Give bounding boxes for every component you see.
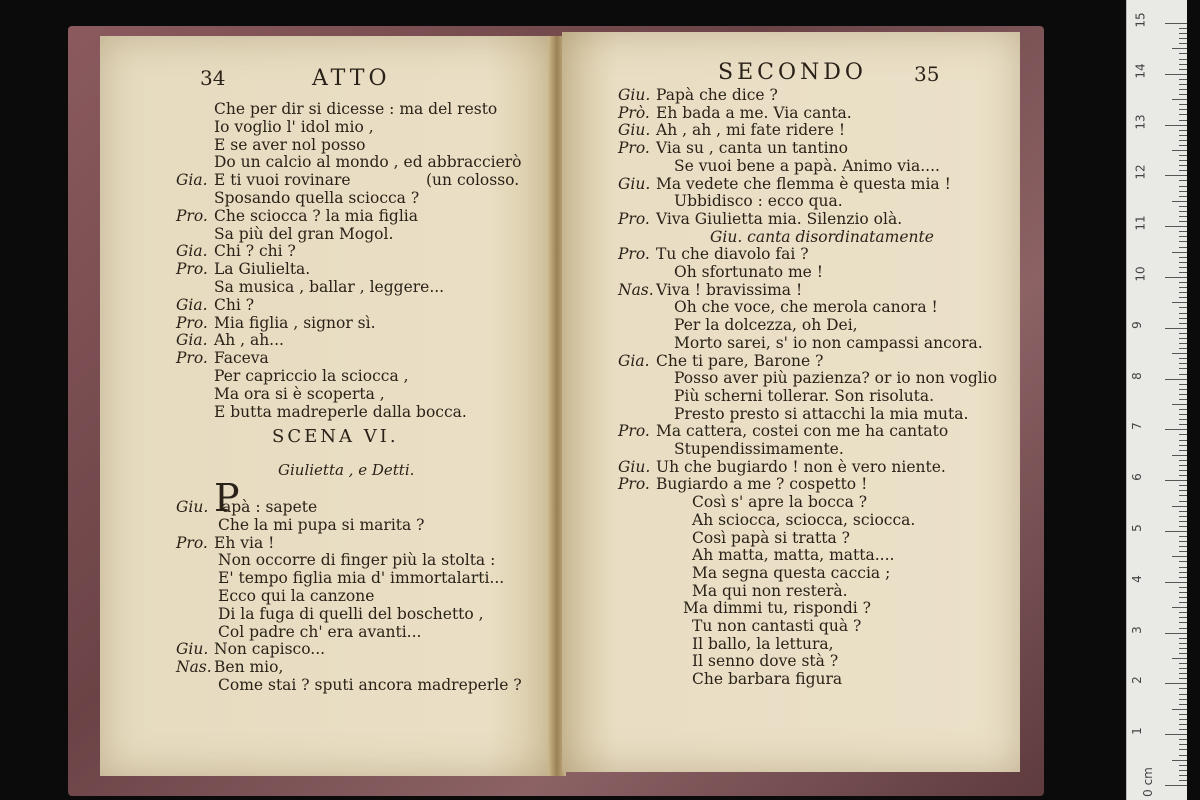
ruler-tick [1179, 196, 1187, 197]
ruler-tick [1165, 226, 1187, 227]
ruler-tick [1172, 150, 1187, 151]
ruler-tick [1179, 247, 1187, 248]
ruler-tick [1179, 160, 1187, 161]
ruler-tick [1179, 206, 1187, 207]
ruler-tick [1179, 501, 1187, 502]
verse-line: Presto presto si attacchi la mia muta. [674, 404, 969, 423]
verse-line: E butta madreperle dalla bocca. [214, 402, 467, 421]
ruler-tick [1172, 455, 1187, 456]
ruler-tick [1179, 638, 1187, 639]
verse-line: Il ballo, la lettura, [692, 634, 834, 653]
speaker-label: Giu. [618, 121, 651, 140]
verse-line: Stupendissimamente. [674, 440, 844, 458]
ruler-tick [1179, 53, 1187, 54]
ruler-tick [1179, 282, 1187, 283]
verse-line: Mia figlia , signor sì. [214, 313, 376, 332]
ruler-tick [1179, 739, 1187, 740]
verse-line: Per capriccio la sciocca , [214, 367, 409, 385]
verse-line: E' tempo figlia mia d' immortalarti... [218, 569, 505, 588]
ruler-tick [1172, 99, 1187, 100]
speaker-label: Gia. [176, 295, 208, 314]
ruler-tick [1179, 612, 1187, 613]
ruler-tick [1179, 495, 1187, 496]
verse-line: Giu. canta disordinatamente [710, 227, 934, 246]
scene-persons: Giulietta , e Detti. [278, 461, 415, 479]
verse-line: Viva ! bravissima ! [656, 280, 803, 299]
ruler-tick [1179, 729, 1187, 730]
ruler-tick [1179, 135, 1187, 136]
ruler-tick [1179, 38, 1187, 39]
ruler-tick [1172, 302, 1187, 303]
verse-line: La Giulielta. [214, 260, 311, 279]
verse-line: Se vuoi bene a papà. Animo via.... [674, 156, 940, 175]
ruler-tick [1172, 658, 1187, 659]
ruler-label: 5 [1129, 524, 1144, 532]
verse-line: Ecco qui la canzone [218, 587, 375, 605]
ruler-tick [1179, 262, 1187, 263]
ruler-tick [1179, 28, 1187, 29]
verse-line: Viva Giulietta mia. Silenzio olà. [656, 209, 903, 228]
ruler-tick [1179, 424, 1187, 425]
ruler-tick [1179, 120, 1187, 121]
ruler-tick [1179, 755, 1187, 756]
speaker-label: Pro. [618, 245, 650, 264]
ruler-tick [1179, 307, 1187, 308]
verse-line: Ma ora si è scoperta , [214, 384, 385, 403]
speaker-label: Pro. [618, 139, 650, 158]
ruler-tick [1179, 323, 1187, 324]
ruler-tick [1179, 384, 1187, 385]
verse-line: Posso aver più pazienza? or io non voglio [674, 369, 998, 388]
verse-line: Io voglio l' idol mio , [214, 117, 374, 136]
verse-line: Bugiardo a me ? cospetto ! [656, 475, 868, 494]
ruler-tick [1165, 429, 1187, 430]
ruler-tick [1179, 89, 1187, 90]
ruler-tick [1179, 622, 1187, 623]
verse-line: Ah sciocca, sciocca, sciocca. [692, 510, 916, 529]
ruler-tick [1179, 241, 1187, 242]
ruler-label: 15 [1133, 12, 1148, 28]
ruler-tick [1179, 343, 1187, 344]
ruler-tick [1179, 318, 1187, 319]
ruler-tick [1179, 714, 1187, 715]
speaker-label: Nas. [176, 658, 212, 677]
ruler-tick [1179, 155, 1187, 156]
ruler-tick [1179, 744, 1187, 745]
left-page [100, 36, 555, 776]
verse-line: Do un calcio al mondo , ed abbraccierò [214, 153, 522, 172]
verse-line: Ma dimmi tu, rispondi ? [683, 599, 871, 618]
verse-line: Ma qui non resterà. [692, 581, 848, 600]
ruler-tick [1179, 186, 1187, 187]
ruler-tick [1179, 94, 1187, 95]
ruler-tick [1179, 678, 1187, 679]
verse-line: Eh via ! [214, 533, 275, 552]
ruler-tick [1179, 348, 1187, 349]
verse-line: Che barbara figura [692, 670, 843, 689]
speaker-label: Pro. [618, 422, 650, 441]
ruler-tick [1179, 694, 1187, 695]
ruler-tick [1165, 277, 1187, 278]
speaker-label: Nas. [618, 280, 654, 299]
ruler-tick [1179, 551, 1187, 552]
verse-line: Ben mio, [214, 658, 284, 677]
ruler-tick [1179, 221, 1187, 222]
verse-line: Chi ? chi ? [214, 242, 296, 261]
ruler-tick [1179, 297, 1187, 298]
verse-line: Che ti pare, Barone ? [656, 351, 824, 370]
ruler-tick [1179, 109, 1187, 110]
ruler-tick [1165, 633, 1187, 634]
ruler-tick [1179, 445, 1187, 446]
ruler-tick [1179, 399, 1187, 400]
ruler-tick [1179, 485, 1187, 486]
ruler-tick [1179, 338, 1187, 339]
ruler-label: 6 [1129, 473, 1144, 482]
ruler-tick [1179, 724, 1187, 725]
ruler-label: 3 [1129, 625, 1144, 634]
speaker-label: Pro. [176, 533, 208, 552]
running-head: ATTO [312, 66, 391, 91]
scene-title: SCENA VI. [272, 426, 399, 447]
ruler-tick [1179, 43, 1187, 44]
ruler-tick [1179, 59, 1187, 60]
ruler-tick [1179, 541, 1187, 542]
ruler-tick [1165, 23, 1187, 24]
ruler-tick [1179, 704, 1187, 705]
speaker-label: Gia. [176, 171, 208, 190]
ruler-tick [1179, 414, 1187, 415]
ruler-tick [1172, 607, 1187, 608]
ruler-tick [1179, 292, 1187, 293]
ruler-tick [1179, 490, 1187, 491]
verse-line: Per la dolcezza, oh Dei, [674, 316, 858, 335]
ruler-tick [1179, 267, 1187, 268]
speaker-label: Giu. [618, 457, 651, 476]
ruler-tick [1172, 201, 1187, 202]
verse-line: Come stai ? sputi ancora madreperle ? [218, 676, 522, 694]
speaker-label: Pro. [176, 260, 208, 279]
verse-line: Che per dir si dicesse : ma del resto [214, 100, 498, 118]
ruler-label: 1 [1129, 727, 1144, 736]
ruler-tick [1179, 475, 1187, 476]
ruler-tick [1179, 780, 1187, 781]
page-number: 35 [914, 62, 940, 86]
verse-line: Chi ? [214, 295, 255, 314]
ruler-tick [1179, 719, 1187, 720]
verse-line: Sa musica , ballar , leggere... [214, 278, 445, 296]
ruler-tick [1165, 734, 1187, 735]
verse-line: Ma vedete che flemma è questa mia ! [656, 174, 951, 193]
ruler-tick [1172, 404, 1187, 405]
ruler-tick [1179, 79, 1187, 80]
ruler-tick [1179, 363, 1187, 364]
ruler-tick [1165, 74, 1187, 75]
speaker-label: Pro. [176, 206, 208, 225]
verse-line: Ubbidisco : ecco qua. [674, 192, 843, 211]
ruler-label: 2 [1129, 676, 1144, 685]
ruler-tick [1179, 699, 1187, 700]
ruler-tick [1172, 252, 1187, 253]
ruler-tick [1179, 470, 1187, 471]
measurement-ruler [1126, 0, 1187, 800]
ruler-tick [1179, 140, 1187, 141]
ruler-label: 4 [1129, 574, 1144, 583]
ruler-tick [1179, 165, 1187, 166]
ruler-label: 9 [1129, 320, 1144, 329]
ruler-tick [1179, 64, 1187, 65]
ruler-tick [1179, 145, 1187, 146]
ruler-tick [1179, 389, 1187, 390]
verse-line: Ma cattera, costei con me ha cantato [656, 422, 949, 441]
speaker-label: Giu. [618, 86, 651, 104]
ruler-tick [1179, 191, 1187, 192]
ruler-tick [1179, 211, 1187, 212]
verse-line: Ah matta, matta, matta.... [692, 546, 895, 565]
ruler-tick [1179, 368, 1187, 369]
running-head: SECONDO [718, 60, 867, 85]
ruler-tick [1179, 673, 1187, 674]
ruler-tick [1179, 688, 1187, 689]
ruler-tick [1172, 760, 1187, 761]
ruler-tick [1179, 114, 1187, 115]
verse-line: Ah , ah... [214, 331, 284, 350]
ruler-tick [1179, 419, 1187, 420]
verse-line: Ah , ah , mi fate ridere ! [656, 121, 846, 140]
verse-line: Ma segna questa caccia ; [692, 563, 891, 582]
ruler-label: 8 [1129, 371, 1144, 380]
verse-line: Oh che voce, che merola canora ! [674, 298, 938, 317]
speaker-label: Prò. [618, 103, 650, 122]
ruler-tick [1179, 69, 1187, 70]
verse-line: Non occorre di finger più la stolta : [218, 551, 496, 570]
ruler-tick [1179, 236, 1187, 237]
ruler-tick [1172, 709, 1187, 710]
ruler-tick [1179, 546, 1187, 547]
ruler-tick [1179, 287, 1187, 288]
ruler-tick [1165, 175, 1187, 176]
verse-line: Papà che dice ? [656, 86, 778, 104]
speaker-label: Gia. [176, 242, 208, 261]
verse-line: Oh sfortunato me ! [674, 263, 823, 281]
ruler-tick [1165, 480, 1187, 481]
ruler-tick [1179, 597, 1187, 598]
verse-line: Via su , canta un tantino [656, 139, 848, 158]
ruler-tick [1179, 440, 1187, 441]
ruler-label: 7 [1129, 422, 1144, 431]
ruler-tick [1179, 313, 1187, 314]
ruler-tick [1179, 516, 1187, 517]
right-page [562, 32, 1020, 772]
ruler-tick [1179, 272, 1187, 273]
ruler-tick [1179, 521, 1187, 522]
ruler-tick [1179, 617, 1187, 618]
ruler-label: 0 cm [1140, 767, 1155, 797]
ruler-tick [1179, 170, 1187, 171]
ruler-tick [1179, 465, 1187, 466]
ruler-tick [1179, 561, 1187, 562]
ruler-tick [1179, 663, 1187, 664]
verse-line-tail: (un colosso. [426, 171, 520, 190]
ruler-tick [1172, 48, 1187, 49]
ruler-tick [1179, 511, 1187, 512]
ruler-tick [1165, 683, 1187, 684]
ruler-tick [1179, 231, 1187, 232]
ruler-tick [1179, 643, 1187, 644]
verse-line: apà : sapete [222, 498, 318, 516]
ruler-tick [1179, 333, 1187, 334]
ruler-tick [1179, 409, 1187, 410]
ruler-tick [1172, 506, 1187, 507]
ruler-tick [1179, 358, 1187, 359]
verse-line: Tu non cantasti quà ? [692, 617, 862, 635]
ruler-tick [1179, 536, 1187, 537]
ruler-label: 13 [1133, 113, 1148, 130]
verse-line: E ti vuoi rovinare [214, 171, 351, 190]
ruler-tick [1179, 257, 1187, 258]
ruler-tick [1179, 668, 1187, 669]
ruler-tick [1179, 434, 1187, 435]
ruler-tick [1179, 587, 1187, 588]
speaker-label: Pro. [618, 209, 650, 228]
speaker-label: Pro. [176, 313, 208, 332]
page-number: 34 [200, 66, 226, 90]
ruler-tick [1179, 394, 1187, 395]
verse-line: Non capisco... [214, 640, 326, 659]
ruler-tick [1179, 374, 1187, 375]
verse-line: Sa più del gran Mogol. [214, 224, 394, 243]
ruler-tick [1179, 180, 1187, 181]
verse-line: Uh che bugiardo ! non è vero niente. [656, 457, 946, 476]
ruler-tick [1172, 353, 1187, 354]
ruler-tick [1172, 556, 1187, 557]
ruler-tick [1179, 749, 1187, 750]
verse-line: Eh bada a me. Via canta. [656, 103, 852, 122]
ruler-label: 10 [1133, 266, 1148, 282]
ruler-tick [1179, 450, 1187, 451]
ruler-label: 14 [1133, 63, 1148, 79]
speaker-label: Gia. [618, 351, 650, 370]
ruler-tick [1179, 104, 1187, 105]
ruler-tick [1179, 572, 1187, 573]
verse-line: Così papà si tratta ? [692, 528, 850, 547]
verse-line: Il senno dove stà ? [692, 652, 839, 671]
speaker-label: Giu. [176, 640, 209, 659]
ruler-tick [1179, 33, 1187, 34]
ruler-tick [1165, 125, 1187, 126]
speaker-label: Pro. [618, 475, 650, 494]
ruler-tick [1179, 577, 1187, 578]
drop-cap: P [214, 476, 240, 520]
verse-line: Così s' apre la bocca ? [692, 493, 868, 512]
ruler-tick [1165, 379, 1187, 380]
ruler-label: 12 [1133, 164, 1148, 181]
verse-line: Tu che diavolo fai ? [656, 245, 809, 264]
ruler-tick [1179, 592, 1187, 593]
ruler-tick [1179, 567, 1187, 568]
ruler-tick [1165, 785, 1187, 786]
ruler-tick [1179, 648, 1187, 649]
verse-line: E se aver nol posso [214, 135, 366, 154]
speaker-label: Pro. [176, 349, 208, 368]
verse-line: Faceva [214, 349, 269, 368]
verse-line: Morto sarei, s' io non campassi ancora. [674, 333, 983, 352]
verse-line: Più scherni tollerar. Son risoluta. [674, 386, 935, 405]
ruler-tick [1165, 582, 1187, 583]
ruler-tick [1179, 460, 1187, 461]
ruler-tick [1179, 628, 1187, 629]
ruler-label: 11 [1133, 215, 1148, 231]
ruler-tick [1179, 775, 1187, 776]
speaker-label: Giu. [176, 498, 209, 516]
verse-line: Di la fuga di quelli del boschetto , [218, 604, 484, 623]
ruler-tick [1179, 130, 1187, 131]
ruler-tick [1179, 602, 1187, 603]
ruler-tick [1165, 328, 1187, 329]
ruler-tick [1179, 84, 1187, 85]
ruler-tick [1179, 526, 1187, 527]
verse-line: Che la mi pupa si marita ? [218, 515, 425, 534]
verse-line: Che sciocca ? la mia figlia [214, 206, 418, 225]
ruler-tick [1165, 531, 1187, 532]
ruler-tick [1179, 653, 1187, 654]
ruler-tick [1179, 765, 1187, 766]
verse-line: Sposando quella sciocca ? [214, 189, 420, 207]
ruler-tick [1179, 770, 1187, 771]
speaker-label: Gia. [176, 331, 208, 350]
verse-line: Col padre ch' era avanti... [218, 622, 422, 641]
ruler-tick [1179, 216, 1187, 217]
speaker-label: Giu. [618, 174, 651, 193]
